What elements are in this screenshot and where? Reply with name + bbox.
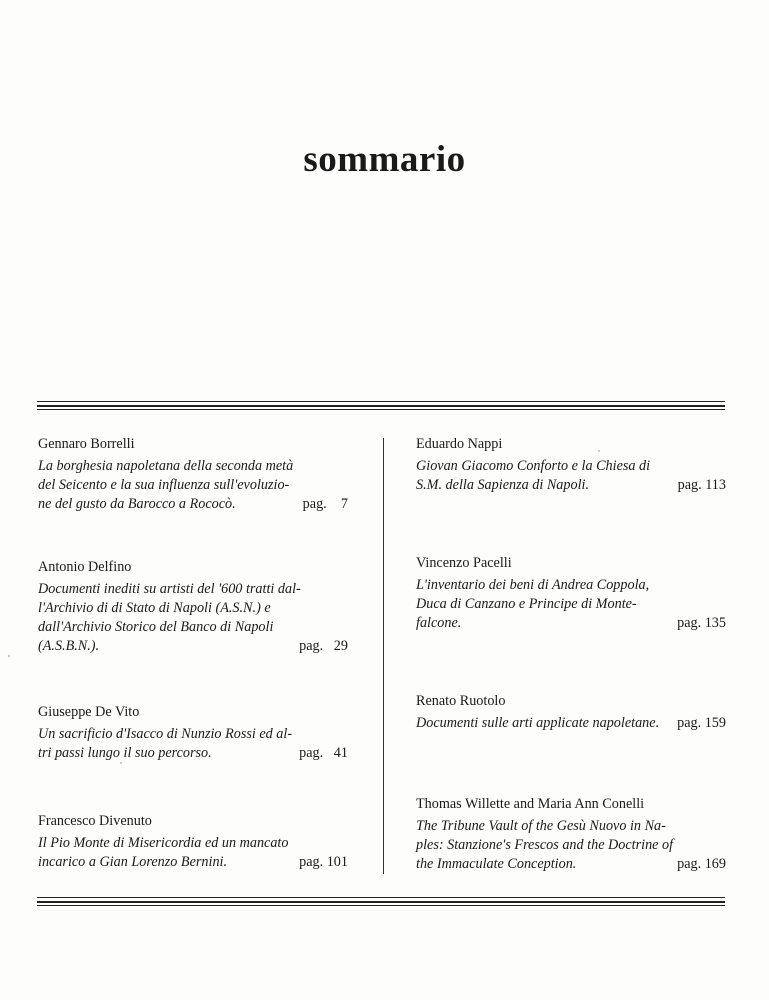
page-number: pag. 159 xyxy=(677,715,726,731)
page-number: pag. 29 xyxy=(299,638,348,654)
title-line-last xyxy=(38,637,348,656)
title-line: Documenti sulle arti applicate napoletane. xyxy=(416,715,660,731)
title-line: del Seicento e la sua influenza sull'evoluzio- xyxy=(38,477,290,493)
title-line: Il Pio Monte di Misericordia ed un mancato xyxy=(38,835,289,851)
title-line-last xyxy=(38,853,348,872)
page-title: sommario xyxy=(303,139,466,180)
title-line: S.M. della Sapienza di Napoli. xyxy=(416,477,590,493)
entry-title xyxy=(416,714,726,733)
scan-speck xyxy=(120,762,122,764)
entry-title xyxy=(416,817,726,874)
title-line-last xyxy=(416,714,726,733)
title-line: L'inventario dei beni di Andrea Coppola, xyxy=(416,577,650,593)
page-number: pag. 101 xyxy=(299,854,348,870)
page-number: pag. 41 xyxy=(299,745,348,761)
title-line: Documenti inediti su artisti del '600 tratti dal- xyxy=(38,581,301,597)
bottom-rule-thick xyxy=(37,901,725,903)
entry-title xyxy=(38,834,348,872)
toc-entry-willette-conelli[interactable] xyxy=(416,795,726,874)
title-line: dall'Archivio Storico del Banco di Napoli xyxy=(38,619,274,635)
page-number: pag. 7 xyxy=(302,496,348,512)
entry-author: Eduardo Nappi xyxy=(416,436,503,452)
entry-author: Giuseppe De Vito xyxy=(38,704,140,720)
toc-entry-delfino[interactable] xyxy=(38,558,348,656)
title-line: La borghesia napoletana della seconda metà xyxy=(38,458,294,474)
entry-author: Gennaro Borrelli xyxy=(38,436,135,452)
title-line: (A.S.B.N.). xyxy=(38,638,100,654)
top-rule-thin xyxy=(37,401,725,402)
scan-speck xyxy=(8,655,10,657)
title-line-last xyxy=(38,495,348,514)
entry-title xyxy=(38,580,348,656)
column-divider xyxy=(383,438,384,874)
entry-title xyxy=(38,457,348,514)
title-line: Un sacrificio d'Isacco di Nunzio Rossi ed al- xyxy=(38,726,293,742)
title-line: ne del gusto da Barocco a Rococò. xyxy=(38,496,236,512)
title-line: ples: Stanzione's Frescos and the Doctrine of xyxy=(416,837,674,853)
entry-author: Renato Ruotolo xyxy=(416,693,506,709)
toc-entry-borrelli[interactable] xyxy=(38,435,348,514)
title-line: the Immaculate Conception. xyxy=(416,856,577,872)
page-number: pag. 135 xyxy=(677,615,726,631)
bottom-rule-thin-lower xyxy=(37,905,725,906)
title-line-last xyxy=(38,744,348,763)
title-line: falcone. xyxy=(416,615,462,631)
scan-speck xyxy=(598,450,600,452)
entry-author: Francesco Divenuto xyxy=(38,813,152,829)
title-line-last xyxy=(416,855,726,874)
entry-title xyxy=(416,576,726,633)
title-line-last xyxy=(416,614,726,633)
title-line: incarico a Gian Lorenzo Bernini. xyxy=(38,854,228,870)
page-number: pag. 169 xyxy=(677,856,726,872)
toc-entry-ruotolo[interactable] xyxy=(416,692,726,733)
entry-title xyxy=(416,457,726,495)
top-rule-thick xyxy=(37,405,725,407)
title-line-last xyxy=(416,476,726,495)
toc-entry-divenuto[interactable] xyxy=(38,812,348,872)
entry-author: Thomas Willette and Maria Ann Conelli xyxy=(416,796,645,812)
toc-entry-de-vito[interactable] xyxy=(38,703,348,763)
entry-author: Antonio Delfino xyxy=(38,559,132,575)
title-line: Duca di Canzano e Principe di Monte- xyxy=(416,596,637,612)
title-line: l'Archivio di di Stato di Napoli (A.S.N.) e xyxy=(38,600,271,616)
title-line: The Tribune Vault of the Gesù Nuovo in Na- xyxy=(416,818,666,834)
entry-title xyxy=(38,725,348,763)
title-line: Giovan Giacomo Conforto e la Chiesa di xyxy=(416,458,651,474)
top-rule-thin-lower xyxy=(37,409,725,410)
toc-entry-pacelli[interactable] xyxy=(416,554,726,633)
toc-entry-nappi[interactable] xyxy=(416,435,726,495)
bottom-rule-thin xyxy=(37,897,725,898)
title-line: tri passi lungo il suo percorso. xyxy=(38,745,212,761)
entry-author: Vincenzo Pacelli xyxy=(416,555,512,571)
page-number: pag. 113 xyxy=(677,477,726,493)
